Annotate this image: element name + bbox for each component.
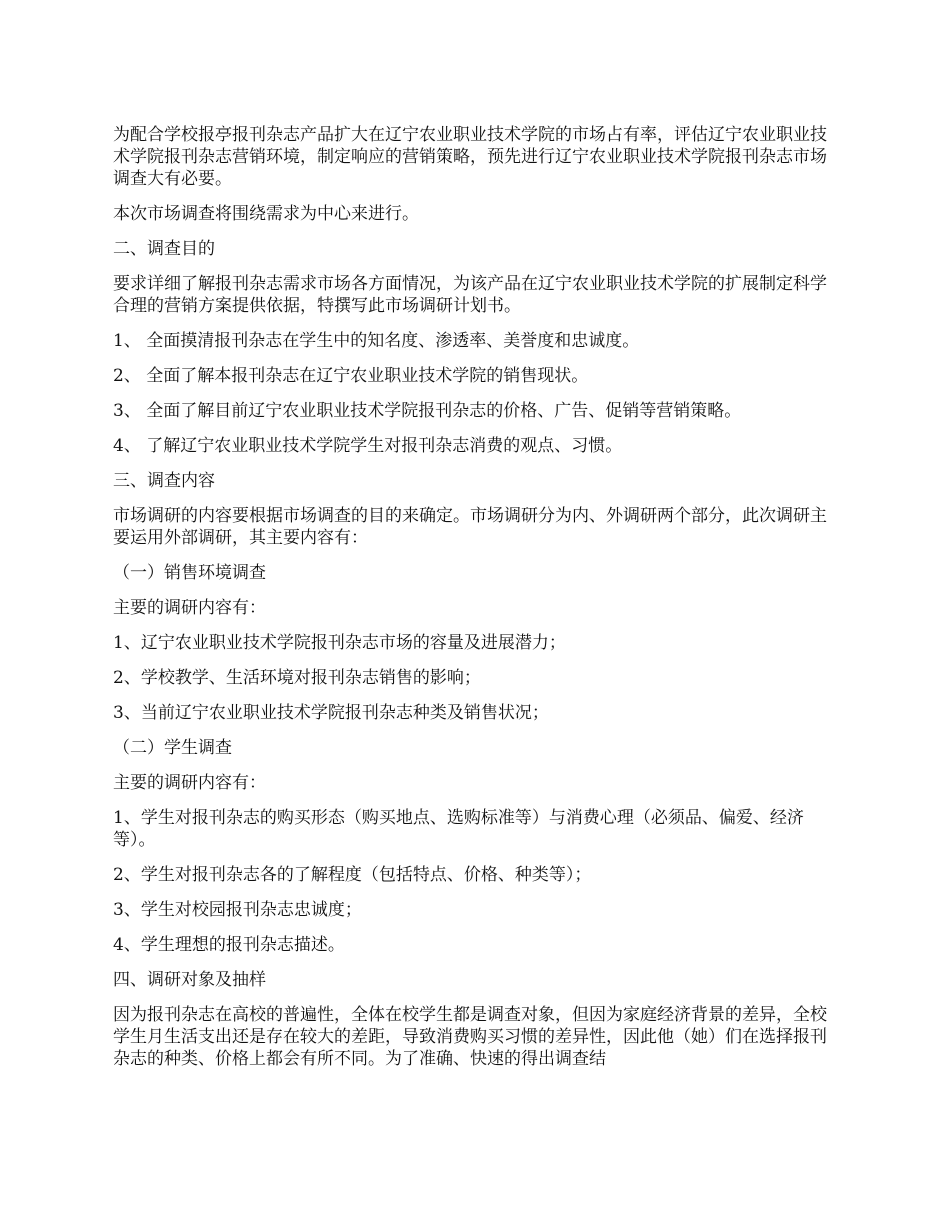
sales-item-3: 3、当前辽宁农业职业技术学院报刊杂志种类及销售状况；: [113, 703, 549, 723]
student-item-1: 1、学生对报刊杂志的购买形态（购买地点、选购标准等）与消费心理（必须品、偏爱、经济等）。: [113, 808, 804, 850]
demand-center-paragraph: 本次市场调查将围绕需求为中心来进行。: [113, 204, 419, 224]
subsection-heading-student-survey: （二）学生调查: [113, 738, 232, 758]
main-content-label: 主要的调研内容有：: [113, 598, 266, 618]
subsection-heading-sales-environment: （一）销售环境调查: [113, 563, 266, 583]
student-item-4: 4、学生理想的报刊杂志描述。: [113, 935, 345, 955]
sales-item-2: 2、学校教学、生活环境对报刊杂志销售的影响；: [113, 668, 481, 688]
content-paragraph: 市场调研的内容要根据市场调查的目的来确定。市场调研分为内、外调研两个部分，此次调研主要运用外部调研，其主要内容有：: [113, 506, 827, 548]
intro-paragraph: 为配合学校报亭报刊杂志产品扩大在辽宁农业职业技术学院的市场占有率，评估辽宁农业职业技术学院报刊杂志营销环境，制定响应的营销策略，预先进行辽宁农业职业技术学院报刊杂志市场调查大有必要。: [113, 125, 827, 189]
section-heading-content: 三、调查内容: [113, 471, 215, 491]
sales-item-1: 1、辽宁农业职业技术学院报刊杂志市场的容量及进展潜力；: [113, 633, 566, 653]
purpose-item-2: 2、 全面了解本报刊杂志在辽宁农业职业技术学院的销售现状。: [113, 366, 589, 386]
student-item-2: 2、学生对报刊杂志各的了解程度（包括特点、价格、种类等）；: [113, 865, 592, 885]
student-item-3: 3、学生对校园报刊杂志忠诚度；: [113, 900, 362, 920]
main-content-label-2: 主要的调研内容有：: [113, 773, 266, 793]
document-body: [113, 124, 843, 1083]
sampling-paragraph: 因为报刊杂志在高校的普遍性，全体在校学生都是调查对象，但因为家庭经济背景的差异，全校学生月生活支出还是存在较大的差距，导致消费购买习惯的差异性，因此他（她）们在选择报刊杂志的种类、价格上都会有所不同。为了准确、快速的得出调查结: [113, 1005, 827, 1069]
purpose-paragraph: 要求详细了解报刊杂志需求市场各方面情况，为该产品在辽宁农业职业技术学院的扩展制定科学合理的营销方案提供依据，特撰写此市场调研计划书。: [113, 274, 827, 316]
section-heading-sampling: 四、调研对象及抽样: [113, 970, 266, 990]
purpose-item-3: 3、 全面了解目前辽宁农业职业技术学院报刊杂志的价格、广告、促销等营销策略。: [113, 401, 742, 421]
purpose-item-4: 4、 了解辽宁农业职业技术学院学生对报刊杂志消费的观点、习惯。: [113, 436, 623, 456]
purpose-item-1: 1、 全面摸清报刊杂志在学生中的知名度、渗透率、美誉度和忠诚度。: [113, 331, 640, 351]
section-heading-purpose: 二、调查目的: [113, 239, 215, 259]
